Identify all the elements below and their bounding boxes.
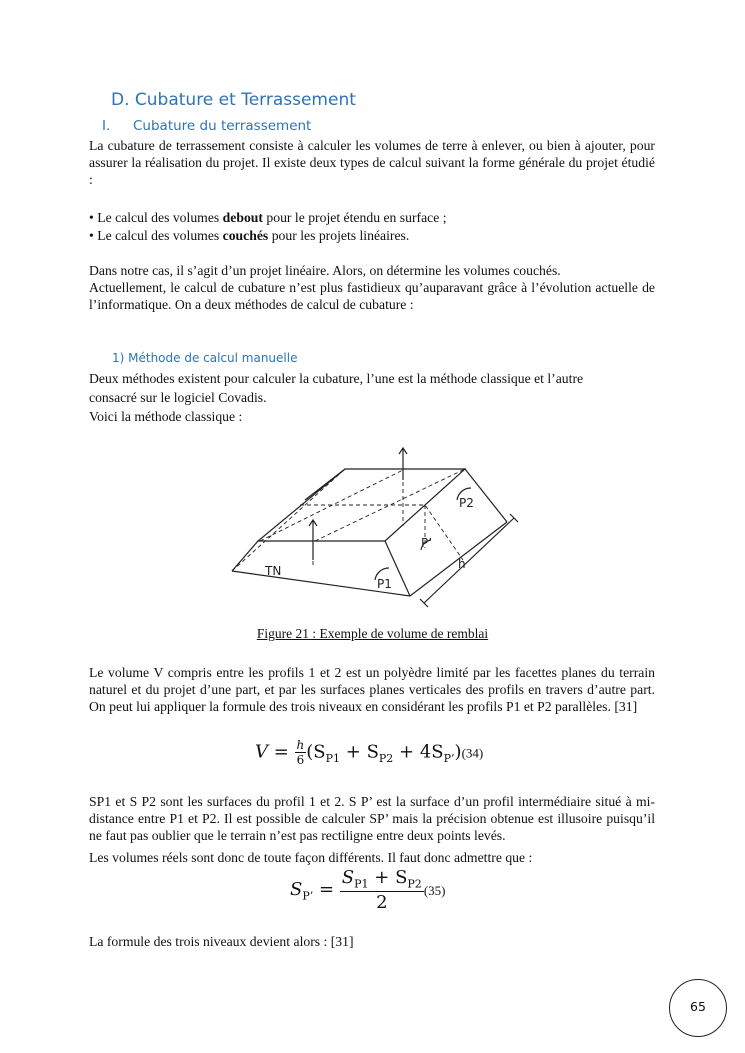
label-tn: TN (265, 564, 282, 578)
formula-35: $S_{P’}$ = $\frac{S_{P1} + S_{P2}}{2}$ (35) (290, 867, 446, 913)
context-line: Dans notre cas, il s’agit d’un projet linéaire. Alors, on détermine les volumes couchés. (89, 263, 561, 278)
label-h: h (458, 557, 466, 571)
section-heading: D. Cubature et Terrassement (111, 90, 356, 110)
h-dimension-line (424, 518, 514, 603)
three-levels-line: La formule des trois niveaux devient alors : [31] (89, 934, 354, 949)
manual-line-3: Voici la méthode classique : (89, 409, 243, 424)
context-paragraph: Actuellement, le calcul de cubature n’est plus fastidieux qu’auparavant grâce à l’évolution actuelle de l’informatique. On a deux méthodes de calcul de cubature : (89, 280, 655, 313)
manual-line-1: Deux méthodes existent pour calculer la cubature, l’une est la méthode classique et l’autre (89, 371, 584, 386)
bullet-item-debout: • Le calcul des volumes debout pour le projet étendu en surface ; (89, 210, 447, 225)
page-number-badge (669, 979, 727, 1037)
subsection-title: Cubature du terrassement (133, 118, 312, 134)
surfaces-paragraph: SP1 et S P2 sont les surfaces du profil 1 et 2. S P’ est la surface d’un profil intermédiaire situé à mi-distance entre P1 et P2. Il est possible de calculer SP’ mais la précision obtenue est illusoire puisqu’il ne faut pas oublier que le terrain n’est pas rectiligne entre deux points levés. (89, 794, 655, 844)
formula-34: V = $\frac{h}{6}$ $(S_{P1} + S_{P2} + 4S_{P’})(34)$ (255, 738, 484, 767)
surfaces-last-line: Les volumes réels sont donc de toute façon différents. Il faut donc admettre que : (89, 850, 533, 865)
profile-p1-outline (232, 541, 258, 571)
middle-profile-line (300, 505, 463, 560)
manual-line-2: consacré sur le logiciel Covadis. (89, 390, 267, 405)
label-pprime: P’ (421, 536, 433, 550)
remblai-volume-diagram (225, 440, 525, 612)
embankment-top-face (258, 469, 465, 541)
label-p1: P1 (377, 577, 392, 591)
ground-edge (232, 522, 507, 596)
volume-paragraph: Le volume V compris entre les profils 1 et 2 est un polyèdre limité par les facettes planes du terrain naturel et du projet d’une part, et par les surfaces planes verticales des profils en travers d’autre part. On peut lui appliquer la formule des trois niveaux en considérant les profils P1 et P2 parallèles. [31] (89, 665, 655, 715)
bullet-item-couches: • Le calcul des volumes couchés pour les projets linéaires. (89, 228, 410, 243)
label-p2: P2 (459, 496, 474, 510)
hidden-base-line (232, 469, 345, 571)
figure-caption: Figure 21 : Exemple de volume de remblai (256, 626, 489, 641)
equation-number-35: (35) (423, 882, 446, 898)
page-number: 65 (690, 999, 706, 1014)
equation-number-34: (34) (461, 745, 484, 761)
left-back-slope (305, 469, 345, 500)
intro-paragraph: La cubature de terrassement consiste à calculer les volumes de terre à enlever, ou bien à ajouter, pour assurer la réalisation du projet. Il existe deux types de calcul suivant la forme générale du projet étudié : (89, 138, 655, 188)
subsubsection-heading: 1) Méthode de calcul manuelle (112, 351, 298, 365)
subsection-number: I. (102, 118, 111, 134)
